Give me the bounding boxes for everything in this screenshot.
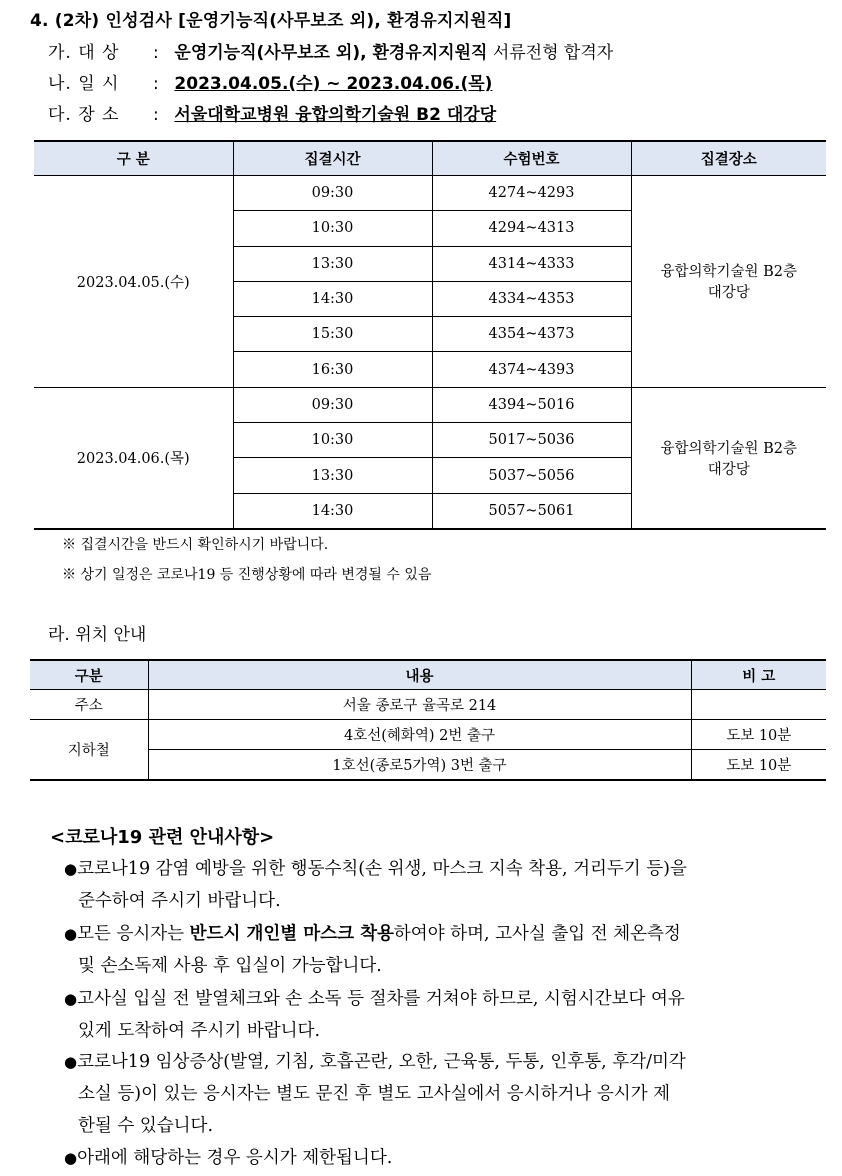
info-datetime-value: 2023.04.05.(수) ~ 2023.04.06.(목) [174,74,493,94]
range-cell: 5017~5036 [432,423,631,458]
bullet-text: 및 손소독제 사용 후 입실이 가능합니다. [78,956,382,976]
table-row [30,690,826,720]
header-category: 구 분 [34,141,233,176]
info-datetime: 나. 일 시 : 2023.04.05.(수) ~ 2023.04.06.(목) [48,69,492,94]
schedule-header-row [34,141,826,176]
date-cell: 2023.04.05.(수) [34,176,233,388]
header-exam-number: 수험번호 [432,141,631,176]
place-cell [631,387,826,529]
info-venue-value: 서울대학교병원 융합의학기술원 B2 대강당 [174,105,497,125]
place-cell [631,176,826,388]
range-cell: 5057~5061 [432,493,631,529]
header-type: 구분 [30,660,148,690]
info-target: 가. 대 상 : 운영기능직(사무보조 외), 환경유지지원직 서류전형 합격자 [48,38,613,63]
range-cell: 4314~4333 [432,246,631,281]
info-venue: 다. 장 소 : 서울대학교병원 융합의학기술원 B2 대강당 [48,100,496,125]
note-schedule-change: ※ 상기 일정은 코로나19 등 진행상황에 따라 변경될 수 있음 [62,567,432,583]
subway-route: 1호선(종로5가역) 3번 출구 [148,750,691,781]
covid-title: <코로나19 관련 안내사항> [50,827,275,848]
bullet-text: 코로나19 감염 예방을 위한 행동수칙(손 위생, 마스크 지속 착용, 거리두기 등)을 [77,859,687,879]
bullet-text: 하여야 하며, 고사실 출입 전 체온측정 [393,924,681,944]
time-cell: 09:30 [233,387,432,422]
address-label: 주소 [30,690,148,720]
info-venue-label: 다. 장 소 [48,105,120,125]
schedule-table [34,140,826,530]
bullet-dot-icon: ● [64,860,78,878]
range-cell: 4334~4353 [432,281,631,316]
time-cell: 09:30 [233,176,432,211]
range-cell: 4374~4393 [432,352,631,387]
table-row [30,720,826,750]
bullet-text: 모든 응시자는 [77,924,190,944]
covid-bullet [64,1142,832,1174]
bullet-text: 코로나19 임상증상(발열, 기침, 호흡곤란, 오한, 근육통, 두통, 인후통, 후각/미각 [77,1052,686,1072]
place-line: 대강당 [707,285,750,302]
place-line: 융합의학기술원 B2층 [660,264,798,281]
covid-bullet [64,983,832,1047]
bullet-text: 소실 등)이 있는 응시자는 별도 문진 후 별도 고사실에서 응시하거나 응시가 제 [78,1084,671,1104]
bullet-dot-icon: ● [64,1053,78,1071]
header-place: 집결장소 [631,141,826,176]
time-cell: 10:30 [233,211,432,246]
info-target-label: 가. 대 상 [48,43,120,63]
address-value: 서울 종로구 율곡로 214 [148,690,691,720]
covid-bullet [64,1046,832,1142]
date-cell: 2023.04.06.(목) [34,387,233,529]
range-cell: 4394~5016 [432,387,631,422]
covid-bullet [64,918,832,982]
address-remark [691,690,826,720]
time-cell: 16:30 [233,352,432,387]
time-cell: 13:30 [233,246,432,281]
bullet-dot-icon: ● [64,1149,78,1167]
header-content: 내용 [148,660,691,690]
bullet-text: 아래에 해당하는 경우 응시가 제한됩니다. [77,1148,393,1168]
subway-remark: 도보 10분 [691,720,826,750]
range-cell: 4294~4313 [432,211,631,246]
place-line: 대강당 [707,461,750,478]
bullet-text: 고사실 입실 전 발열체크와 손 소독 등 절차를 거쳐야 하므로, 시험시간보다 여유 [77,989,685,1009]
header-remark: 비 고 [691,660,826,690]
bullet-text: 준수하여 주시기 바랍니다. [78,891,281,911]
time-cell: 14:30 [233,281,432,316]
location-table [30,659,826,781]
subway-route: 4호선(혜화역) 2번 출구 [148,720,691,750]
subway-label: 지하철 [30,720,148,781]
covid-bullet [64,853,832,917]
range-cell: 4354~4373 [432,317,631,352]
info-target-tail: 서류전형 합격자 [492,43,614,63]
info-target-value: 운영기능직(사무보조 외), 환경유지지원직 [174,43,488,63]
table-row [34,176,826,211]
range-cell: 4274~4293 [432,176,631,211]
table-row [34,387,826,422]
time-cell: 14:30 [233,493,432,529]
note-check-time: ※ 집결시간을 반드시 확인하시기 바랍니다. [62,537,329,553]
bullet-dot-icon: ● [64,925,78,943]
table-row [30,750,826,781]
location-header-row [30,660,826,690]
header-time: 집결시간 [233,141,432,176]
section-title: 4. (2차) 인성검사 [운영기능직(사무보조 외), 환경유지지원직] [30,11,512,31]
info-datetime-label: 나. 일 시 [48,74,120,94]
bullet-text: 있게 도착하여 주시기 바랍니다. [78,1021,321,1041]
range-cell: 5037~5056 [432,458,631,493]
bullet-dot-icon: ● [64,990,78,1008]
location-heading: 라. 위치 안내 [48,625,147,645]
time-cell: 10:30 [233,423,432,458]
time-cell: 15:30 [233,317,432,352]
subway-remark: 도보 10분 [691,750,826,781]
bullet-text: 한될 수 있습니다. [78,1116,214,1136]
place-line: 융합의학기술원 B2층 [660,440,798,457]
bullet-emphasis: 반드시 개인별 마스크 착용 [189,924,394,944]
time-cell: 13:30 [233,458,432,493]
